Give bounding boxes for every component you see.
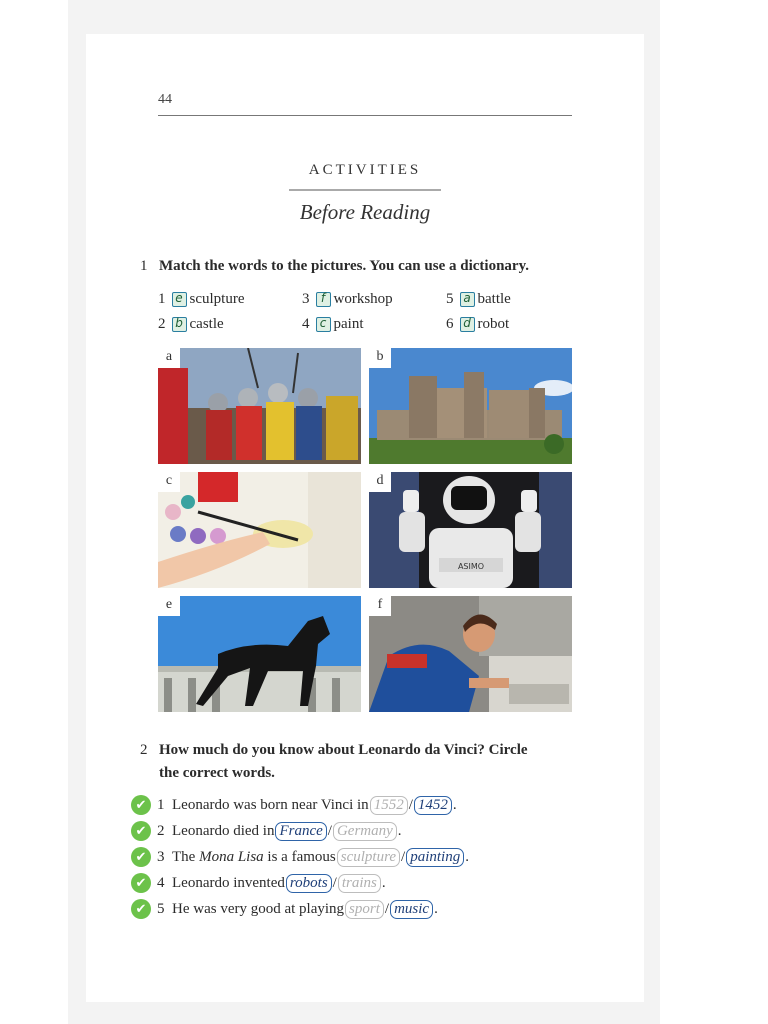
check-icon: ✔	[131, 821, 151, 841]
answer-box[interactable]	[172, 317, 187, 332]
check-icon: ✔	[131, 795, 151, 815]
heading-rule	[289, 189, 441, 191]
castle-illustration	[369, 348, 572, 464]
item-number: 3	[302, 291, 310, 307]
question-row: ✔ 2 Leonardo died in France / Germany .	[131, 821, 402, 841]
item-word: workshop	[333, 291, 393, 307]
picture-label: f	[369, 596, 391, 616]
picture-d-robot	[369, 472, 572, 588]
item-word: paint	[333, 316, 364, 332]
picture-e-sculpture	[158, 596, 361, 712]
page-number: 44	[158, 92, 172, 107]
robot-caption: ASIMO	[457, 562, 485, 571]
question-number: 1	[157, 796, 165, 813]
exercise2-instruction: How much do you know about Leonardo da Vinci? Circle	[159, 742, 528, 758]
match-item	[446, 316, 509, 333]
section-heading: ACTIVITIES	[308, 162, 422, 178]
section-subheading: Before Reading	[299, 200, 431, 224]
question-number: 3	[157, 848, 165, 865]
question-row: ✔ 4 Leonardo invented robots / trains .	[131, 873, 386, 893]
answer-letter: f	[320, 291, 326, 305]
battle-illustration	[158, 348, 361, 464]
option-correct[interactable]: painting	[406, 848, 464, 867]
question-row: ✔ 1 Leonardo was born near Vinci in 1552 / 1452 .	[131, 795, 457, 815]
item-word: robot	[477, 316, 510, 332]
picture-label: b	[369, 348, 391, 368]
question-row: ✔ 3 The Mona Lisa is a famous sculpture / painting .	[131, 847, 469, 867]
option-correct[interactable]: France	[275, 822, 326, 841]
answer-letter: d	[463, 316, 471, 330]
item-number: 4	[302, 316, 310, 332]
robot-illustration	[369, 472, 572, 588]
match-item	[158, 291, 244, 308]
question-text: He was very good at playing	[172, 900, 345, 917]
picture-b-castle	[369, 348, 572, 464]
option-wrong[interactable]: trains	[338, 874, 381, 893]
item-word: castle	[189, 316, 224, 332]
exercise2-instruction-cont: the correct words.	[159, 765, 275, 781]
question-number: 2	[157, 822, 165, 839]
picture-label: a	[158, 348, 180, 368]
answer-letter: e	[175, 291, 183, 305]
check-icon: ✔	[131, 847, 151, 867]
picture-label: d	[369, 472, 391, 492]
option-wrong[interactable]: sport	[345, 900, 384, 919]
option-correct[interactable]: 1452	[414, 796, 452, 815]
option-wrong[interactable]: 1552	[370, 796, 408, 815]
header-rule	[158, 115, 572, 116]
option-correct[interactable]: music	[390, 900, 433, 919]
option-wrong[interactable]: Germany	[333, 822, 397, 841]
answer-box[interactable]	[172, 292, 187, 307]
question-text: Leonardo was born near Vinci in	[172, 796, 369, 813]
picture-label: e	[158, 596, 180, 616]
match-item	[158, 316, 224, 333]
question-row: ✔ 5 He was very good at playing sport / music .	[131, 899, 438, 919]
question-end: .	[465, 848, 469, 865]
match-item	[302, 291, 393, 308]
picture-c-painting	[158, 472, 361, 588]
exercise2-number: 2	[140, 742, 148, 758]
answer-letter: b	[175, 316, 183, 330]
option-correct[interactable]: robots	[286, 874, 332, 893]
item-word: sculpture	[189, 291, 245, 307]
question-number: 4	[157, 874, 165, 891]
exercise1-number: 1	[140, 258, 148, 274]
question-title-italic: Mona Lisa	[199, 848, 264, 865]
answer-letter: c	[319, 316, 327, 330]
answer-box[interactable]	[460, 292, 475, 307]
question-end: .	[452, 796, 457, 813]
question-end: .	[381, 874, 386, 891]
question-text-cont: is a famous	[263, 848, 336, 865]
question-text: The	[172, 848, 200, 865]
answer-box[interactable]	[316, 317, 331, 332]
question-end: .	[397, 822, 402, 839]
question-text: Leonardo invented	[172, 874, 285, 891]
question-text: Leonardo died in	[172, 822, 275, 839]
answer-letter: a	[463, 291, 471, 305]
answer-box[interactable]	[316, 292, 331, 307]
workshop-illustration	[369, 596, 572, 712]
question-number: 5	[157, 900, 165, 917]
item-number: 2	[158, 316, 166, 332]
match-item	[446, 291, 511, 308]
option-wrong[interactable]: sculpture	[337, 848, 400, 867]
picture-a-battle	[158, 348, 361, 464]
sculpture-illustration	[158, 596, 361, 712]
item-number: 6	[446, 316, 454, 332]
item-number: 1	[158, 291, 166, 307]
answer-box[interactable]	[460, 317, 475, 332]
check-icon: ✔	[131, 873, 151, 893]
item-number: 5	[446, 291, 454, 307]
match-item	[302, 316, 364, 333]
painting-illustration	[158, 472, 361, 588]
question-end: .	[434, 900, 438, 917]
check-icon: ✔	[131, 899, 151, 919]
exercise1-instruction: Match the words to the pictures. You can use a dictionary.	[159, 258, 529, 274]
item-word: battle	[477, 291, 511, 307]
picture-label: c	[158, 472, 180, 492]
picture-f-workshop	[369, 596, 572, 712]
